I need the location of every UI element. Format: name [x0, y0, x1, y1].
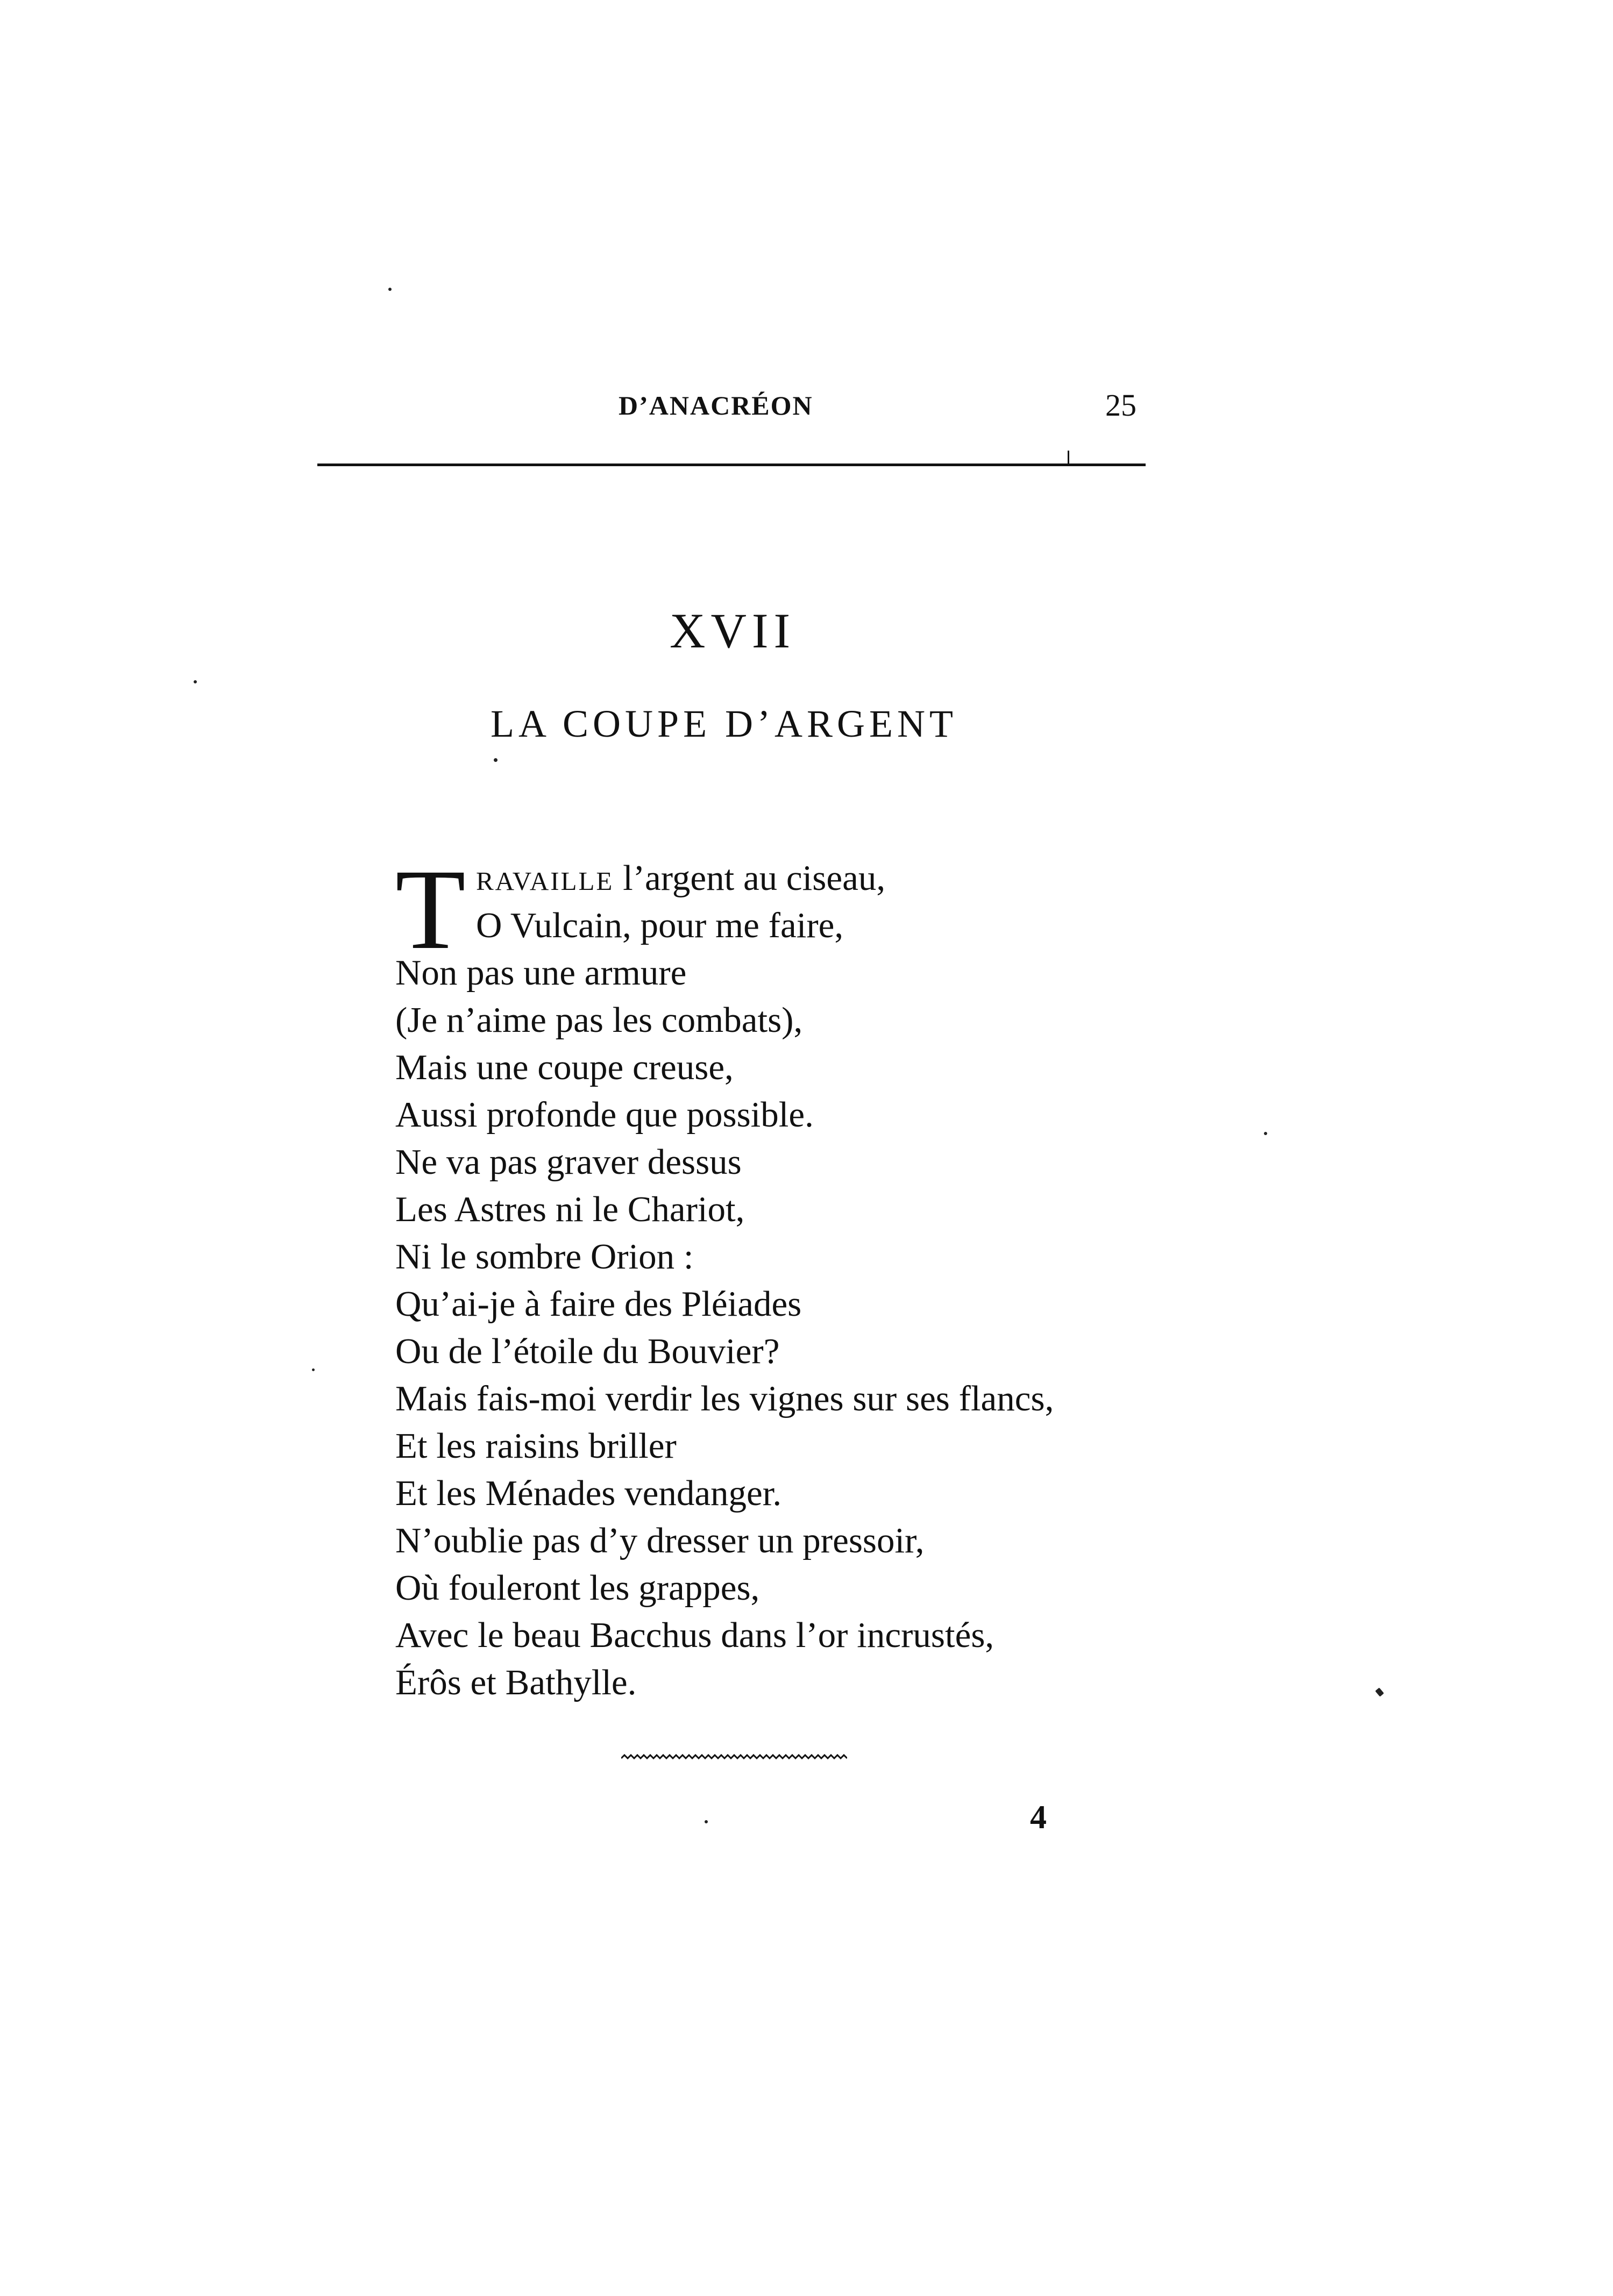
poem-line: Mais une coupe creuse,: [395, 1047, 734, 1087]
page-number: 25: [1105, 388, 1136, 423]
poem-line: Aussi profonde que possible.: [395, 1095, 814, 1135]
poem-line: Mais fais-moi verdir les vignes sur ses flancs,: [395, 1379, 1054, 1418]
poem-line: Avec le beau Bacchus dans l’or incrustés,: [395, 1615, 994, 1655]
poem-line: Qu’ai-je à faire des Pléiades: [395, 1284, 802, 1324]
running-head: D’ANACRÉON: [619, 390, 813, 420]
signature-mark: 4: [1030, 1799, 1047, 1836]
poem-line: Où fouleront les grappes,: [395, 1568, 760, 1608]
poem-first-word: RAVAILLE: [476, 866, 614, 896]
poem-title: LA COUPE D’ARGENT: [491, 702, 957, 745]
poem-line: N’oublie pas d’y dresser un pressoir,: [395, 1521, 925, 1560]
poem-first-line-rest: l’argent au ciseau,: [614, 858, 886, 898]
scan-speck: [705, 1820, 708, 1823]
poem-line: Ne va pas graver dessus: [395, 1142, 742, 1182]
poem-line: Ni le sombre Orion :: [395, 1237, 694, 1277]
poem-line: Ou de l’étoile du Bouvier?: [395, 1331, 780, 1371]
scan-speck: [494, 758, 498, 762]
poem-numeral: XVII: [670, 603, 796, 658]
scan-speck: [1375, 1687, 1384, 1696]
poem-line: O Vulcain, pour me faire,: [476, 905, 844, 945]
poem-line: (Je n’aime pas les combats),: [395, 1000, 803, 1040]
end-ornament: [621, 1753, 847, 1760]
poem-line: Et les Ménades vendanger.: [395, 1473, 782, 1513]
scan-speck: [194, 680, 197, 683]
poem-line: Non pas une armure: [395, 953, 687, 993]
poem-line-1: [476, 860, 885, 896]
drop-cap: T: [395, 846, 466, 973]
poem-line: Les Astres ni le Chariot,: [395, 1189, 745, 1229]
header-rule: [317, 464, 1146, 466]
poem-line: Et les raisins briller: [395, 1426, 677, 1466]
scan-speck: [312, 1368, 315, 1371]
scan-speck: [388, 288, 392, 291]
poem-line: Érôs et Bathylle.: [395, 1663, 637, 1702]
header-rule-tick: [1068, 451, 1069, 464]
scan-speck: [1264, 1132, 1267, 1135]
